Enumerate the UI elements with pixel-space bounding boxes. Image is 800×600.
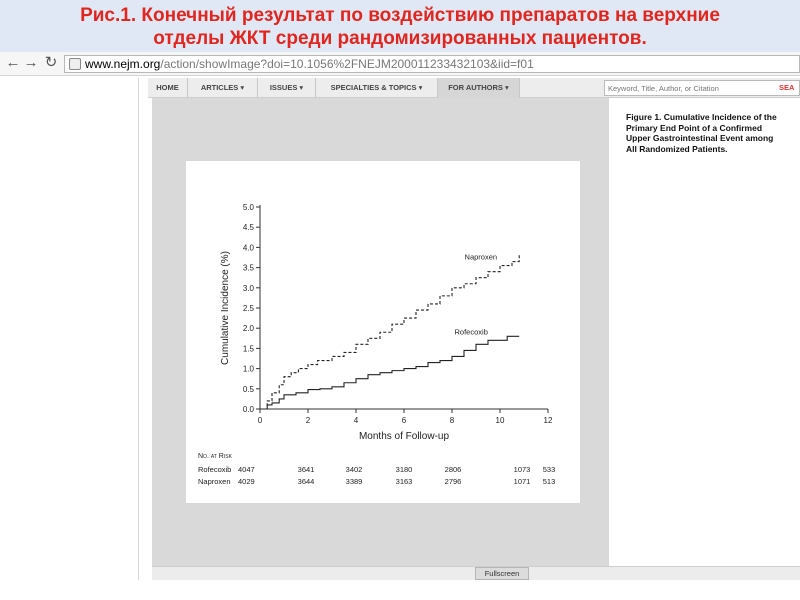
figure-caption: Figure 1. Cumulative Incidence of the Primary End Point of a Confirmed Upper Gastrointestinal Event among All Randomized Patients. [626, 112, 777, 154]
cumulative-incidence-chart [186, 161, 580, 503]
y-tick-label: 4.5 [242, 223, 254, 233]
y-axis-label: Cumulative Incidence (%) [220, 251, 231, 365]
x-tick-label: 10 [495, 416, 505, 425]
risk-table-cell: 1071 [513, 477, 531, 486]
series-annotation: Naproxen [464, 252, 498, 262]
y-tick-label: 5.0 [242, 203, 254, 212]
back-arrow-icon[interactable]: ← [5, 54, 21, 71]
url-field[interactable] [64, 55, 800, 73]
risk-table-cell: 3402 [345, 465, 363, 474]
url-host: www.nejm.org [85, 57, 161, 71]
forward-arrow-icon[interactable]: → [23, 54, 39, 71]
risk-table-cell: 3163 [395, 477, 413, 486]
y-tick-label: 0.5 [242, 384, 254, 394]
y-tick-label: 3.0 [242, 283, 254, 293]
risk-table-cell: 2796 [444, 477, 462, 486]
x-tick-label: 2 [305, 416, 311, 425]
y-tick-label: 2.0 [242, 324, 254, 334]
page-left-divider [138, 78, 139, 580]
risk-table-header: No. at Risk [198, 453, 232, 460]
y-tick-label: 1.0 [242, 364, 254, 374]
browser-address-bar [0, 52, 800, 76]
risk-table-cell: 4047 [238, 465, 255, 474]
y-tick-label: 0.0 [242, 405, 254, 414]
x-tick-label: 4 [353, 416, 359, 425]
url-path: /action/showImage?doi=10.1056%2FNEJM200011233432103&iid=f01 [160, 57, 534, 71]
series-line-rofecoxib [260, 336, 519, 409]
nav-issues[interactable]: ISSUES ▾ [258, 78, 316, 98]
y-tick-label: 1.5 [242, 344, 254, 354]
risk-table-cell: 513 [542, 477, 556, 486]
slide-title [0, 0, 800, 52]
y-tick-label: 3.5 [242, 263, 254, 273]
nav-specialties-topics[interactable]: SPECIALTIES & TOPICS ▾ [316, 78, 438, 98]
search-input[interactable] [604, 80, 800, 96]
risk-table-cell: 533 [542, 465, 556, 474]
x-axis-label: Months of Follow-up [358, 431, 450, 442]
reload-icon[interactable]: ↻ [44, 54, 58, 71]
risk-table-cell: 3644 [297, 477, 315, 486]
risk-table-cell: 3389 [345, 477, 363, 486]
x-tick-label: 8 [449, 416, 455, 425]
risk-table-row-label: Rofecoxib [198, 465, 232, 474]
figure-card [186, 161, 580, 503]
y-tick-label: 2.5 [242, 304, 254, 313]
risk-table-row-label: Naproxen [198, 477, 231, 486]
risk-table-cell: 1073 [513, 465, 531, 474]
x-tick-label: 6 [401, 416, 407, 425]
nav-home[interactable]: HOME [148, 78, 188, 98]
risk-table-cell: 3641 [297, 465, 315, 474]
fullscreen-button[interactable]: Fullscreen [475, 567, 529, 580]
site-navigation [148, 78, 800, 98]
x-tick-label: 0 [257, 416, 263, 425]
page-icon [69, 58, 81, 70]
slide-title-line-1: Рис.1. Конечный результат по воздействию препаратов на верхние [80, 5, 720, 26]
y-tick-label: 4.0 [242, 243, 254, 253]
x-tick-label: 12 [543, 416, 553, 425]
series-annotation: Rofecoxib [454, 327, 488, 337]
risk-table-cell: 4029 [238, 477, 255, 486]
slide-title-line-2: отделы ЖКТ среди рандомизированных пациентов. [153, 28, 647, 49]
risk-table-cell: 3180 [395, 465, 413, 474]
nav-articles[interactable]: ARTICLES ▾ [188, 78, 258, 98]
search-button[interactable]: SEA [779, 83, 795, 92]
nav-for-authors[interactable]: FOR AUTHORS ▾ [438, 78, 520, 98]
risk-table-cell: 2806 [444, 465, 462, 474]
